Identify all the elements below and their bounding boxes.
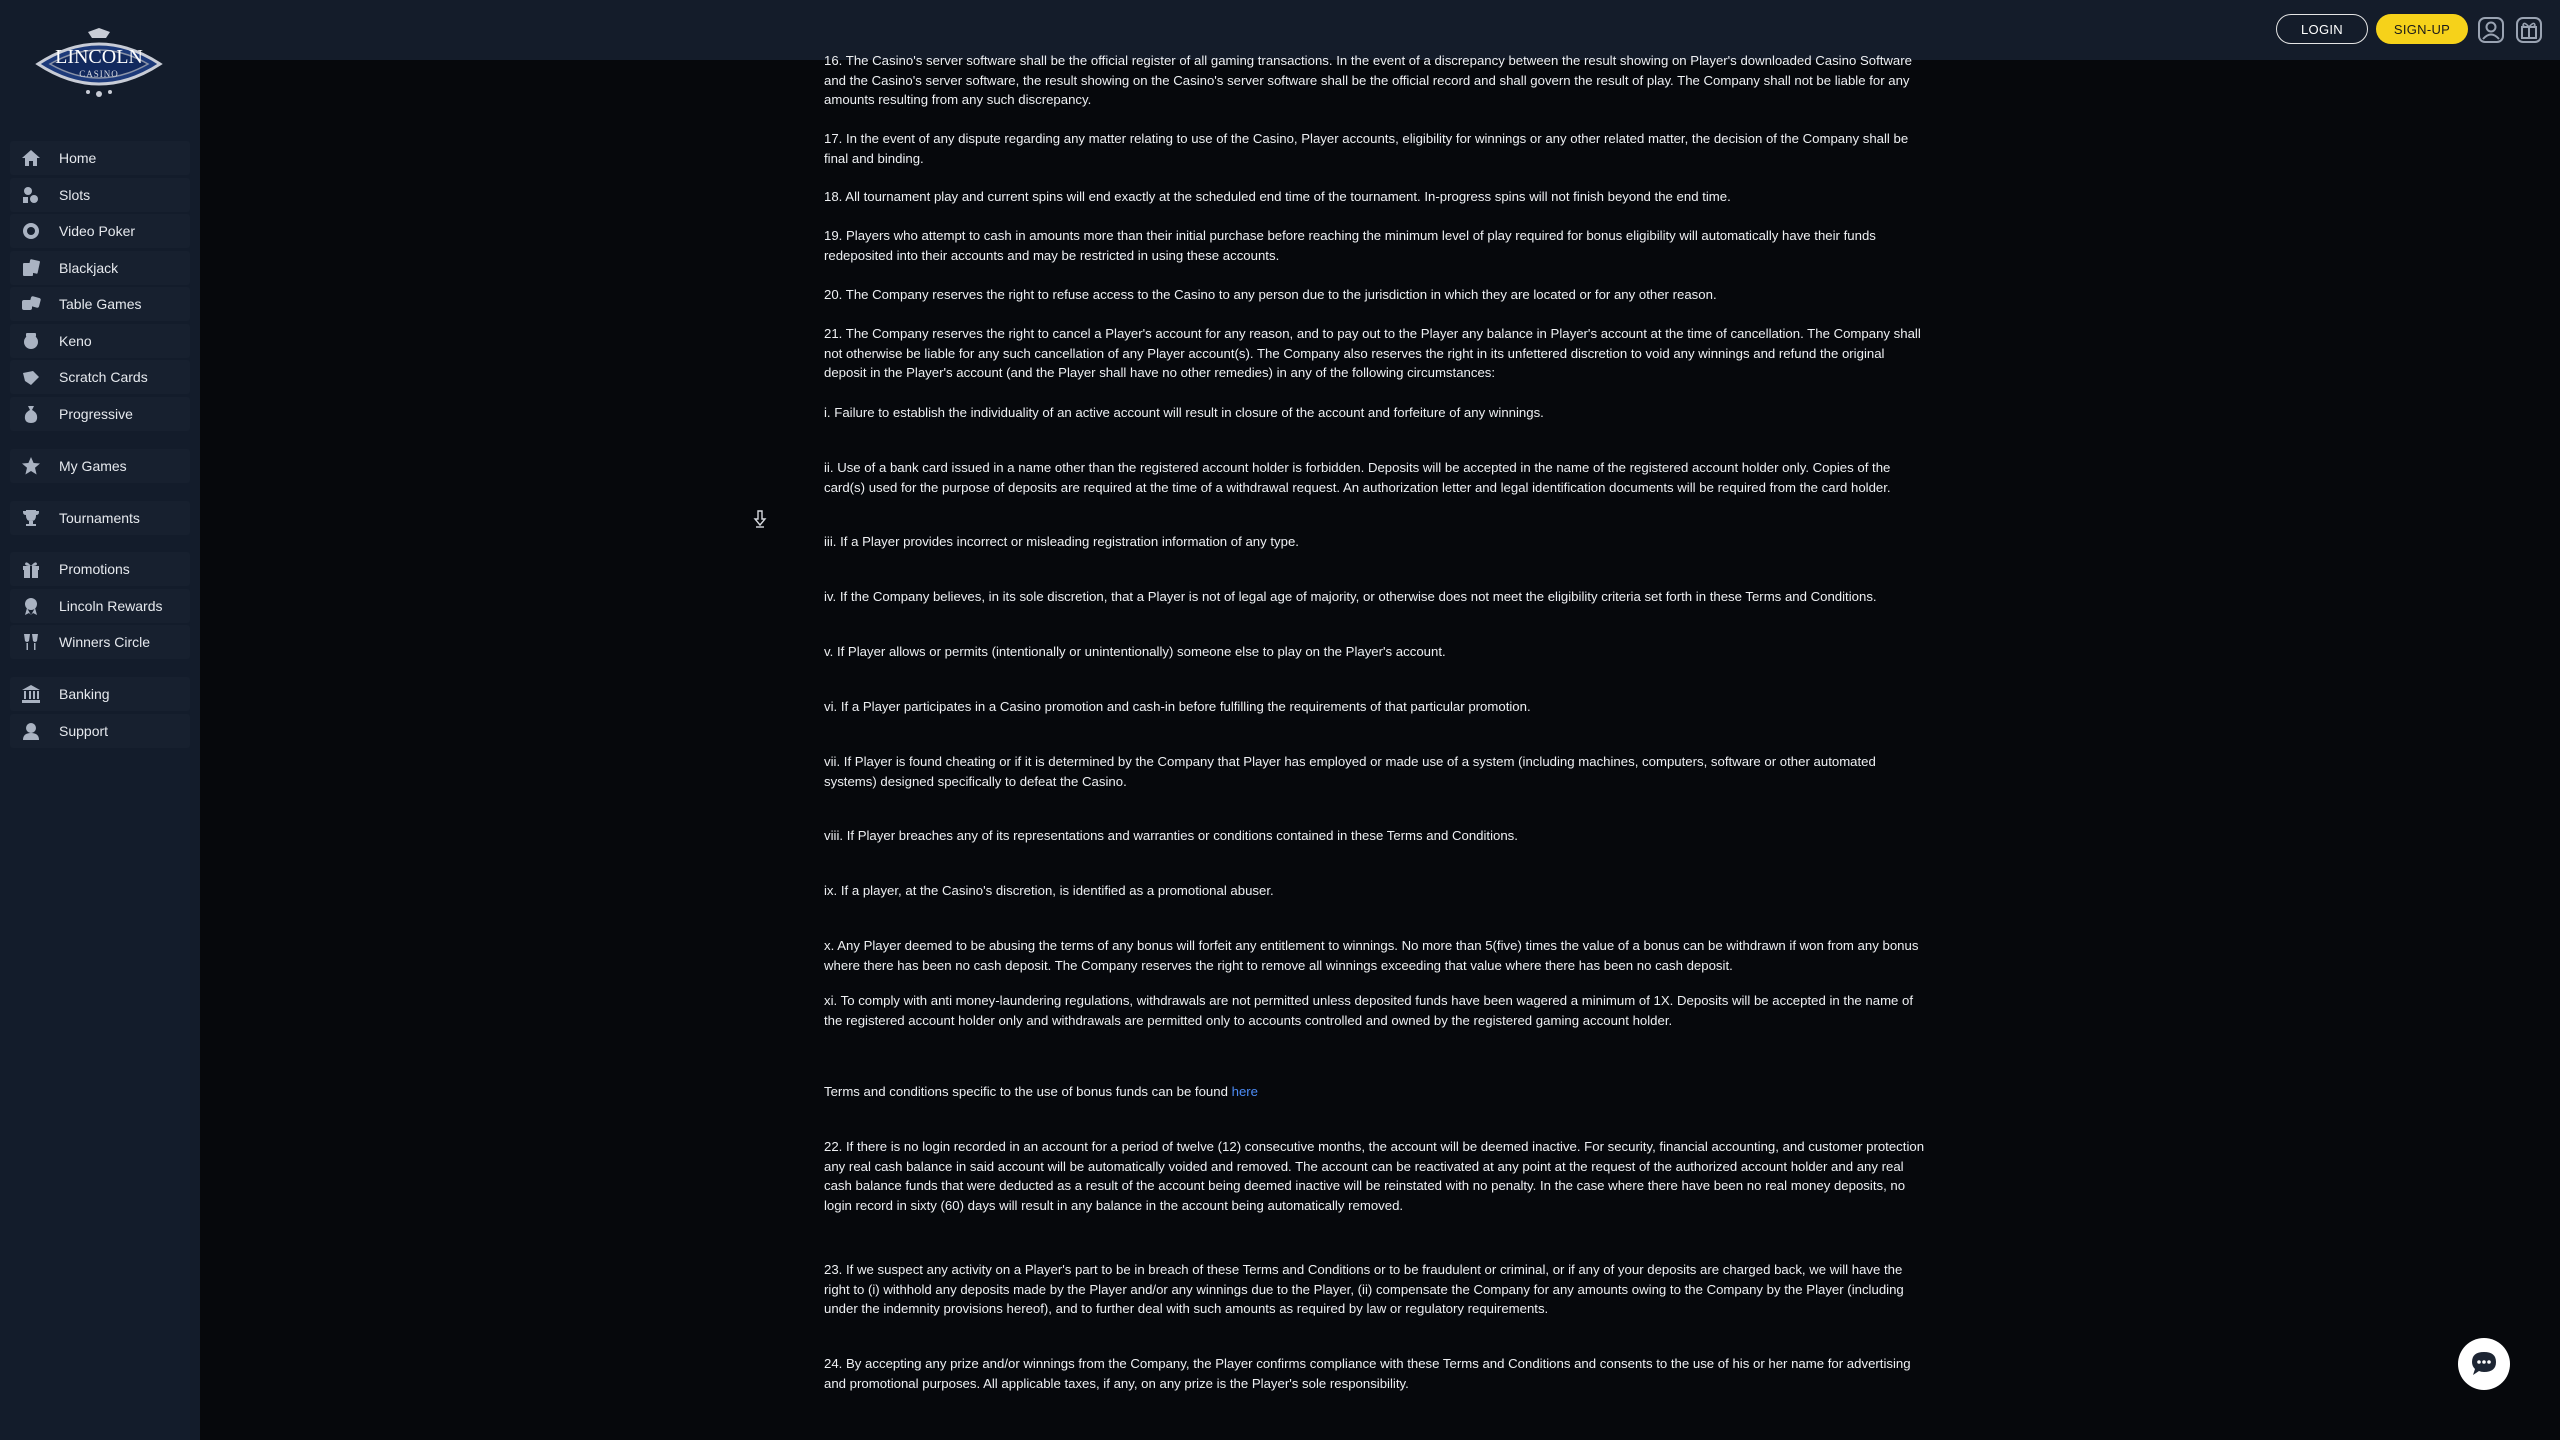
nav-group-account (10, 677, 190, 750)
bonus-terms-text: Terms and conditions specific to the use of bonus funds can be found (824, 1084, 1232, 1099)
scratch-icon (20, 366, 42, 388)
sidebar-item-my-games[interactable] (10, 449, 190, 483)
poker-chip-icon (20, 220, 42, 242)
account-icon[interactable] (2476, 15, 2506, 45)
sidebar-item-label: Home (59, 150, 97, 166)
sidebar-item-banking[interactable] (10, 677, 190, 711)
nav-group-tournaments (10, 501, 190, 538)
logo-text: LINCOLN (55, 46, 143, 68)
star-icon (20, 455, 42, 477)
sidebar-item-home[interactable] (10, 141, 190, 175)
terms-clause-22: 22. If there is no login recorded in an account for a period of twelve (12) consecutive months, the account will be deemed inactive. For security, financial accounting, and customer protection any real cash balance in said account will be automatically voided and removed. The account can be reactivated at any point at the request of the authorized account holder and any real cash balance funds that were deducted as a result of the account being deemed inactive will be reinstated with no penalty. In the case where there have been no real money deposits, no login record in sixty (60) days will result in any balance in the account being automatically removed. (824, 1139, 1925, 1213)
nav-group-my-games (10, 449, 190, 486)
sidebar-item-label: Video Poker (59, 223, 136, 239)
gift-icon (20, 558, 42, 580)
terms-item-x: x. Any Player deemed to be abusing the terms of any bonus will forfeit any entitlement to winnings. No more than 5(five) times the value of a bonus can be withdrawn if won from any bonus where there has been no cash deposit. The Company reserves the right to remove all winnings exceeding that value where there has been no cash deposit. (824, 938, 1919, 973)
bonus-terms-link[interactable]: here (1231, 1084, 1259, 1099)
nav-group-games (10, 141, 190, 433)
terms-clause-17: 17. In the event of any dispute regarding any matter relating to use of the Casino, Player accounts, eligibility for winnings or any other related matter, the decision of the Company shall be final and binding. (824, 131, 1909, 166)
sidebar-item-label: My Games (59, 458, 127, 474)
support-icon (20, 720, 42, 742)
sidebar-item-lincoln-rewards[interactable] (10, 589, 190, 623)
terms-clause-20: 20. The Company reserves the right to refuse access to the Casino to any person due to the jurisdiction in which they are located or for any other reason. (824, 287, 1717, 302)
terms-item-iii: iii. If a Player provides incorrect or misleading registration information of any type. (824, 534, 1299, 549)
sidebar-item-progressive[interactable] (10, 397, 190, 431)
sidebar-item-label: Lincoln Rewards (59, 597, 163, 614)
home-icon (20, 147, 42, 169)
terms-item-xi: xi. To comply with anti money-laundering regulations, withdrawals are not permitted unless deposited funds have been wagered a minimum of 1X. Deposits will be accepted in the name of the registered account holder only and withdrawals are permitted only to accounts controlled and owned by the registered gaming account holder. (824, 993, 1914, 1028)
sidebar-item-support[interactable] (10, 714, 190, 748)
signup-button[interactable]: SIGN-UP (2376, 14, 2468, 44)
terms-clause-18: 18. All tournament play and current spins will end exactly at the scheduled end time of the tournament. In-progress spins will not finish beyond the end time. (824, 189, 1731, 204)
terms-clause-21: 21. The Company reserves the right to cancel a Player's account for any reason, and to pay out to the Player any balance in Player's account at the time of cancellation. The Company shall not otherwise be liable for any such cancellation of any Player account(s). The Company also reserves the right in its unfettered discretion to void any winnings and refund the original deposit in the Player's account (and the Player shall have no other remedies) in any of the following circumstances: (824, 326, 1921, 381)
terms-item-vi: vi. If a Player participates in a Casino promotion and cash-in before fulfilling the requirements of that particular promotion. (824, 699, 1531, 714)
sidebar-item-label: Table Games (59, 296, 142, 312)
dice-icon (20, 293, 42, 315)
sidebar-item-table-games[interactable] (10, 287, 190, 321)
sidebar-item-promotions[interactable] (10, 552, 190, 586)
terms-item-i: i. Failure to establish the individuality of an active account will result in closure of the account and forfeiture of any winnings. (824, 405, 1544, 420)
trophy-icon (20, 507, 42, 529)
terms-item-vii: vii. If Player is found cheating or if it is determined by the Company that Player has employed or made use of a system (including machines, computers, software or other automated systems) designed specifically to defeat the Casino. (824, 754, 1876, 789)
money-bag-icon (20, 403, 42, 425)
sidebar-item-label: Winners Circle (59, 634, 151, 650)
chat-bubble-icon (2469, 1349, 2499, 1379)
award-icon (20, 595, 42, 617)
terms-item-viii: viii. If Player breaches any of its representations and warranties or conditions contained in these Terms and Conditions. (824, 828, 1518, 843)
cards-icon (20, 257, 42, 279)
bank-icon (20, 683, 42, 705)
terms-clause-16: 16. The Casino's server software shall be the official register of all gaming transactions. In the event of a discrepancy between the result showing on Player's downloaded Casino Software and the Casino's server software, the result showing on the Casino's server software shall be the official record and shall govern the result of play. The Company shall not be liable for any amounts resulting from any such discrepancy. (824, 53, 1912, 108)
sidebar-item-video-poker[interactable] (10, 214, 190, 248)
sidebar (0, 0, 200, 1440)
sidebar-item-label: Banking (59, 686, 110, 702)
sidebar-item-label: Tournaments (59, 510, 140, 526)
sidebar-item-label: Progressive (59, 405, 133, 422)
sidebar-item-label: Slots (59, 186, 91, 203)
sidebar-item-keno[interactable] (10, 324, 190, 358)
bonus-terms-line (824, 1082, 1930, 1102)
lincoln-casino-logo[interactable] (28, 28, 170, 100)
sidebar-item-blackjack[interactable] (10, 251, 190, 285)
sidebar-item-slots[interactable] (10, 178, 190, 212)
terms-item-ii: ii. Use of a bank card issued in a name other than the registered account holder is forbidden. Deposits will be accepted in the name of the registered account holder only. Copies of the card(s) used for the purpose of deposits are required at the time of a withdrawal request. An authorization letter and legal identification documents will be required from the card holder. (824, 460, 1891, 495)
sidebar-item-label: Blackjack (59, 259, 119, 276)
mouse-cursor-icon (752, 510, 768, 528)
terms-item-v: v. If Player allows or permits (intentionally or unintentionally) someone else to play on the Player's account. (824, 644, 1446, 659)
terms-item-ix: ix. If a player, at the Casino's discretion, is identified as a promotional abuser. (824, 883, 1274, 898)
keno-icon (20, 330, 42, 352)
gift-box-icon[interactable] (2514, 15, 2544, 45)
login-button[interactable]: LOGIN (2276, 14, 2368, 44)
terms-clause-24: 24. By accepting any prize and/or winnings from the Company, the Player confirms compliance with these Terms and Conditions and consents to the use of his or her name for advertising and promotional purposes. All applicable taxes, if any, on any prize is the Player's sole responsibility. (824, 1356, 1911, 1391)
nav-group-promotions (10, 552, 190, 662)
logo-subtext: CASINO (79, 69, 119, 79)
sidebar-item-label: Support (59, 722, 109, 739)
cheers-icon (20, 631, 42, 653)
terms-clause-19: 19. Players who attempt to cash in amounts more than their initial purchase before reaching the minimum level of play required for bonus eligibility will automatically have their funds redeposited into their accounts and may be restricted in using these accounts. (824, 228, 1876, 263)
sidebar-item-label: Keno (59, 332, 92, 349)
sidebar-item-winners-circle[interactable] (10, 625, 190, 659)
terms-clause-23: 23. If we suspect any activity on a Player's part to be in breach of these Terms and Conditions or to be fraudulent or criminal, or if any of your deposits are charged back, we will have the right to (i) withhold any deposits made by the Player and/or any winnings due to the Player, (ii) compensate the Company for any amounts owing to the Company by the Player (including under the indemnity provisions hereof), and to further deal with such amounts as required by law or regulatory requirements. (824, 1262, 1904, 1317)
sidebar-item-label: Scratch Cards (59, 369, 148, 385)
live-chat-button[interactable] (2458, 1338, 2510, 1390)
sidebar-item-label: Promotions (59, 561, 130, 577)
sidebar-item-tournaments[interactable] (10, 501, 190, 535)
terms-item-iv: iv. If the Company believes, in its sole discretion, that a Player is not of legal age of majority, or otherwise does not meet the eligibility criteria set forth in these Terms and Conditions. (824, 589, 1877, 604)
slots-icon (20, 184, 42, 206)
sidebar-item-scratch-cards[interactable] (10, 360, 190, 394)
